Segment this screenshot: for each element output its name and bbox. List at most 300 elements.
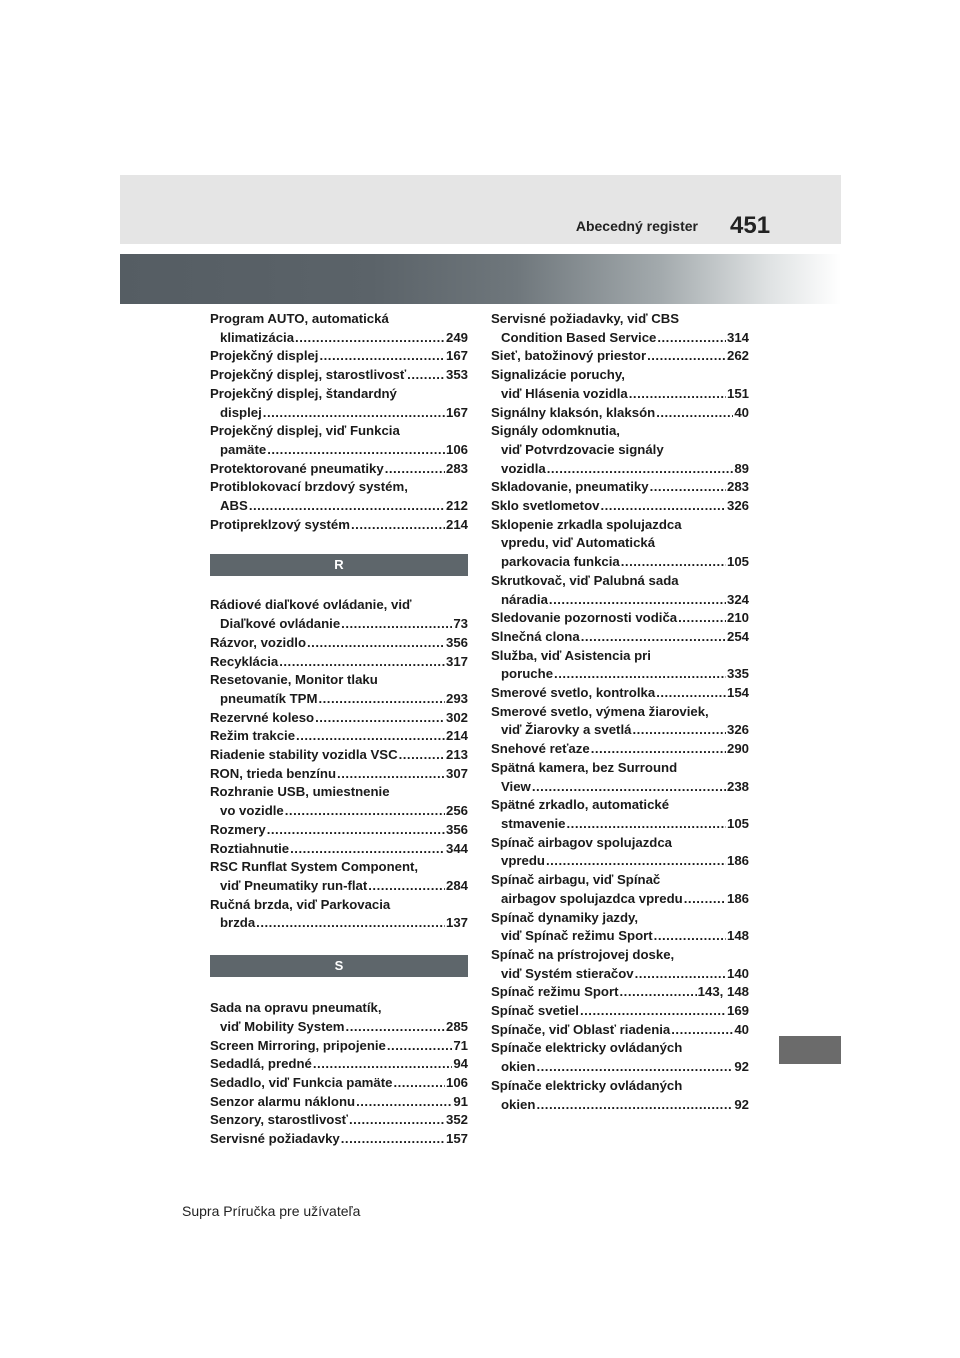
index-entry <box>210 1074 468 1093</box>
index-entry <box>491 871 749 908</box>
index-entry <box>491 347 749 366</box>
index-term: Projekčný displej, starostlivosť <box>210 367 407 383</box>
index-term: Program AUTO, automatická <box>210 311 389 326</box>
index-term: Skrutkovač, viď Palubná sada <box>491 572 679 588</box>
letter-heading-s: S <box>210 955 468 977</box>
dot-leader <box>263 404 445 423</box>
index-term: Sklo svetlometov <box>491 498 600 514</box>
index-entry-line <box>210 858 468 877</box>
index-entry <box>210 347 468 366</box>
index-term: airbagov spolujazdca vpredu <box>501 890 683 906</box>
index-page-ref: 40 <box>734 1021 749 1037</box>
index-entry <box>491 909 749 946</box>
index-term: Projekčný displej, štandardný <box>210 385 397 401</box>
dot-leader <box>295 329 445 348</box>
index-entry <box>491 628 749 647</box>
index-entry-line <box>210 821 468 840</box>
index-entry-line <box>210 404 468 423</box>
index-entry-line <box>210 1037 468 1056</box>
dot-leader <box>319 347 445 366</box>
index-page-ref: 335 <box>726 666 749 682</box>
index-page-ref: 91 <box>453 1093 468 1109</box>
index-entry-line <box>210 1055 468 1074</box>
index-entry <box>210 310 468 347</box>
index-entry-line <box>210 671 468 690</box>
index-term: Sieť, batožinový priestor <box>491 348 647 364</box>
index-entry <box>210 596 468 633</box>
index-term: Skladovanie, pneumatiky <box>491 479 649 495</box>
index-page-ref: 324 <box>726 591 749 607</box>
index-page-ref: 326 <box>726 722 749 738</box>
index-entry-line <box>491 834 749 853</box>
index-term: Spínač na prístrojovej doske, <box>491 946 675 962</box>
index-page-ref: 213 <box>445 747 468 763</box>
index-term: okien <box>501 1096 536 1112</box>
index-entry-line <box>491 665 749 684</box>
dot-leader <box>385 460 445 479</box>
index-entry-line <box>491 1077 749 1096</box>
dot-leader <box>393 1074 445 1093</box>
index-entry <box>210 1130 468 1149</box>
index-term: Rozmery <box>210 821 266 837</box>
dot-leader <box>337 765 445 784</box>
index-term: Služba, viď Asistencia pri <box>491 647 651 663</box>
dot-leader <box>600 497 726 516</box>
index-entry-line <box>491 385 749 404</box>
index-term: Sledovanie pozornosti vodiča <box>491 610 678 626</box>
index-entry-line <box>491 703 749 722</box>
index-entry <box>491 684 749 703</box>
index-entry <box>210 653 468 672</box>
index-term: viď Spínač režimu Sport <box>501 928 653 944</box>
index-page-ref: 151 <box>726 385 749 401</box>
index-page-ref: 302 <box>445 709 468 725</box>
index-entry <box>491 740 749 759</box>
index-page-ref: 148 <box>726 928 749 944</box>
dot-leader <box>532 778 726 797</box>
index-page-ref: 105 <box>726 554 749 570</box>
index-entry-line <box>210 877 468 896</box>
index-entry <box>491 497 749 516</box>
index-group-right <box>491 310 749 1114</box>
dot-leader <box>629 385 726 404</box>
index-term: Spätná kamera, bez Surround <box>491 759 678 775</box>
index-page-ref: 212 <box>445 498 468 514</box>
index-entry-line <box>210 478 468 497</box>
dot-leader <box>567 815 726 834</box>
index-entry-line <box>491 1002 749 1021</box>
index-page-ref: 157 <box>445 1131 468 1147</box>
index-page-ref: 71 <box>453 1037 468 1053</box>
index-term: pamäte <box>220 441 267 457</box>
index-term: Protiblokovací brzdový systém, <box>210 479 408 495</box>
index-term: Resetovanie, Monitor tlaku <box>210 672 378 688</box>
index-entry-line <box>210 347 468 366</box>
index-page-ref: 167 <box>445 404 468 420</box>
index-page-ref: 143, 148 <box>697 984 749 1000</box>
index-entry <box>210 478 468 515</box>
dot-leader <box>654 927 726 946</box>
dot-leader <box>650 478 726 497</box>
index-term: Sklopenie zrkadla spolujazdca <box>491 516 682 532</box>
index-column-right <box>491 310 749 1114</box>
dot-leader <box>536 1096 733 1115</box>
index-entry-line <box>210 441 468 460</box>
index-entry-line <box>210 709 468 728</box>
index-entry <box>210 1111 468 1130</box>
index-page-ref: 344 <box>445 840 468 856</box>
index-term: vpredu, viď Automatická <box>501 535 656 551</box>
index-page-ref: 326 <box>726 498 749 514</box>
index-entry-line <box>491 347 749 366</box>
index-page-ref: 154 <box>726 685 749 701</box>
index-entry <box>210 1037 468 1056</box>
index-term: Sedadlá, predné <box>210 1056 312 1072</box>
index-term: Signalizácie poruchy, <box>491 367 625 383</box>
index-page-ref: 214 <box>445 728 468 744</box>
index-entry-line <box>491 1021 749 1040</box>
index-term: RSC Runflat System Component, <box>210 859 419 875</box>
index-term: Sada na opravu pneumatík, <box>210 1000 382 1016</box>
index-page-ref: 214 <box>445 516 468 532</box>
index-term: Senzory, starostlivosť <box>210 1112 348 1128</box>
index-page-ref: 167 <box>445 348 468 364</box>
index-entry-line <box>491 1096 749 1115</box>
index-group-s <box>210 999 468 1149</box>
index-entry-line <box>210 840 468 859</box>
index-entry <box>210 896 468 933</box>
index-page-ref: 92 <box>734 1096 749 1112</box>
index-term: Smerové svetlo, výmena žiaroviek, <box>491 703 709 719</box>
index-entry-line <box>491 965 749 984</box>
index-entry-line <box>491 572 749 591</box>
index-term: klimatizácia <box>220 329 295 345</box>
index-entry-line <box>210 596 468 615</box>
index-term: Spínače elektricky ovládaných <box>491 1040 683 1056</box>
index-entry <box>491 1021 749 1040</box>
index-entry-line <box>491 553 749 572</box>
page-number: 451 <box>730 212 771 239</box>
index-entry-line <box>491 366 749 385</box>
dot-leader <box>591 740 726 759</box>
index-term: Servisné požiadavky, viď CBS <box>491 311 680 326</box>
index-term: Spínače, viď Oblasť riadenia <box>491 1021 671 1037</box>
index-page-ref: 89 <box>734 460 749 476</box>
dot-leader <box>536 1058 733 1077</box>
index-entry <box>210 366 468 385</box>
index-term: Spätné zrkadlo, automatické <box>491 797 670 813</box>
dot-leader <box>279 653 445 672</box>
index-entry-line <box>491 852 749 871</box>
index-entry <box>210 709 468 728</box>
index-term: viď Systém stieračov <box>501 965 634 981</box>
dot-leader <box>581 628 726 647</box>
index-page-ref: 210 <box>726 610 749 626</box>
index-entry <box>491 796 749 833</box>
dot-leader <box>657 329 726 348</box>
index-term: poruche <box>501 666 554 682</box>
index-page-ref: 137 <box>445 915 468 931</box>
index-entry <box>210 634 468 653</box>
index-entry-line <box>491 815 749 834</box>
index-entry-line <box>491 310 749 329</box>
index-term: vpredu <box>501 853 545 869</box>
index-page-ref: 290 <box>726 741 749 757</box>
index-entry <box>491 310 749 347</box>
footer-manual-title: Supra Príručka pre užívateľa <box>182 1203 361 1219</box>
index-term: Protektorované pneumatiky <box>210 460 384 476</box>
dot-leader <box>678 609 726 628</box>
dot-leader <box>249 497 445 516</box>
index-entry-line <box>491 740 749 759</box>
index-entry-line <box>210 1093 468 1112</box>
index-term: viď Pneumatiky run-flat <box>220 877 368 893</box>
dot-leader <box>351 516 445 535</box>
index-entry-line <box>491 441 749 460</box>
index-entry-line <box>210 422 468 441</box>
index-entry <box>491 404 749 423</box>
index-entry <box>491 422 749 478</box>
index-entry-line <box>491 591 749 610</box>
index-entry <box>491 478 749 497</box>
index-entry-line <box>491 983 749 1002</box>
dot-leader <box>318 690 445 709</box>
index-term: viď Potvrdzovacie signály <box>501 441 664 457</box>
index-entry <box>491 609 749 628</box>
index-term: brzda <box>220 915 256 931</box>
index-term: pneumatík TPM <box>220 690 318 706</box>
index-term: vozidla <box>501 460 546 476</box>
index-entry-line <box>491 796 749 815</box>
index-term: Recyklácia <box>210 653 279 669</box>
index-term: Ručná brzda, viď Parkovacia <box>210 896 391 912</box>
index-entry-line <box>210 1130 468 1149</box>
dot-leader <box>346 1018 445 1037</box>
index-entry-line <box>210 497 468 516</box>
index-entry <box>491 946 749 983</box>
index-entry-line <box>210 460 468 479</box>
index-page-ref: 353 <box>445 367 468 383</box>
index-entry-line <box>491 927 749 946</box>
index-page-ref: 293 <box>445 690 468 706</box>
dot-leader <box>399 746 445 765</box>
index-entry <box>491 572 749 609</box>
dot-leader <box>620 983 697 1002</box>
chapter-side-tab <box>779 1036 841 1064</box>
dot-leader <box>267 821 445 840</box>
index-entry-line <box>491 1039 749 1058</box>
index-entry <box>491 1077 749 1114</box>
dot-leader <box>407 366 445 385</box>
index-entry-line <box>210 746 468 765</box>
index-term: Spínač režimu Sport <box>491 984 619 1000</box>
index-page-ref: 40 <box>734 404 749 420</box>
index-term: Sedadlo, viď Funkcia pamäte <box>210 1074 393 1090</box>
index-entry <box>210 765 468 784</box>
index-page-ref: 314 <box>726 329 749 345</box>
index-page-ref: 284 <box>445 877 468 893</box>
index-entry-line <box>491 628 749 647</box>
index-entry <box>210 858 468 895</box>
index-entry-line <box>491 890 749 909</box>
index-entry <box>210 1055 468 1074</box>
index-entry <box>210 727 468 746</box>
dot-leader <box>290 840 445 859</box>
index-page-ref: 186 <box>726 890 749 906</box>
index-term: vo vozidle <box>220 803 284 819</box>
letter-heading-r: R <box>210 554 468 576</box>
index-group-p <box>210 310 468 534</box>
index-entry-line <box>210 310 468 329</box>
index-group-r <box>210 596 468 933</box>
index-entry-line <box>491 946 749 965</box>
index-page-ref: 106 <box>445 441 468 457</box>
dot-leader <box>256 914 445 933</box>
index-column-left <box>210 310 468 1149</box>
index-term: Rádiové diaľkové ovládanie, viď <box>210 597 412 613</box>
index-term: RON, trieda benzínu <box>210 765 337 781</box>
index-term: parkovacia funkcia <box>501 554 620 570</box>
index-term: Protipreklzový systém <box>210 516 350 532</box>
index-term: Servisné požiadavky <box>210 1131 340 1147</box>
index-entry-line <box>210 653 468 672</box>
index-entry <box>491 647 749 684</box>
index-entry-line <box>491 871 749 890</box>
index-entry <box>491 366 749 403</box>
index-entry-line <box>491 721 749 740</box>
dot-leader <box>356 1093 452 1112</box>
index-entry-line <box>491 647 749 666</box>
index-entry-line <box>210 1018 468 1037</box>
dot-leader <box>656 404 733 423</box>
index-term: Diaľkové ovládanie <box>220 616 341 632</box>
index-entry-line <box>210 615 468 634</box>
index-page-ref: 73 <box>453 616 468 632</box>
dot-leader <box>547 460 734 479</box>
index-entry <box>210 999 468 1036</box>
index-page-ref: 249 <box>445 329 468 345</box>
index-term: viď Hlásenia vozidla <box>501 385 628 401</box>
index-term: Spínač dynamiky jazdy, <box>491 909 639 925</box>
index-term: Condition Based Service <box>501 329 657 345</box>
index-entry-line <box>210 516 468 535</box>
index-page-ref: 105 <box>726 815 749 831</box>
dot-leader <box>267 441 445 460</box>
index-entry-line <box>210 329 468 348</box>
dot-leader <box>349 1111 445 1130</box>
dot-leader <box>671 1021 733 1040</box>
index-entry <box>210 746 468 765</box>
dot-leader <box>554 665 726 684</box>
index-entry <box>210 422 468 459</box>
index-term: Smerové svetlo, kontrolka <box>491 685 656 701</box>
index-entry-line <box>210 385 468 404</box>
dot-leader <box>549 591 726 610</box>
index-term: Spínač airbagov spolujazdca <box>491 834 673 850</box>
index-term: Snehové reťaze <box>491 741 590 757</box>
index-page-ref: 238 <box>726 778 749 794</box>
index-term: Riadenie stability vozidla VSC <box>210 747 398 763</box>
dot-leader <box>621 553 726 572</box>
dot-leader <box>285 802 445 821</box>
index-page-ref: 262 <box>726 348 749 364</box>
dot-leader <box>647 347 726 366</box>
dot-leader <box>307 634 445 653</box>
index-entry-line <box>210 690 468 709</box>
index-entry <box>210 460 468 479</box>
index-term: stmavenie <box>501 815 566 831</box>
index-term: Slnečná clona <box>491 628 580 644</box>
index-entry <box>491 1002 749 1021</box>
index-term: Signály odomknutia, <box>491 423 620 439</box>
index-entry <box>210 821 468 840</box>
index-term: Spínač svetiel <box>491 1003 579 1019</box>
dot-leader <box>341 615 452 634</box>
index-page-ref: 283 <box>726 479 749 495</box>
dot-leader <box>315 709 445 728</box>
index-entry-line <box>491 404 749 423</box>
index-entry-line <box>491 909 749 928</box>
index-term: okien <box>501 1059 536 1075</box>
index-entry <box>210 1093 468 1112</box>
index-entry <box>491 983 749 1002</box>
index-entry-line <box>210 1111 468 1130</box>
index-term: náradia <box>501 591 548 607</box>
index-entry-line <box>210 802 468 821</box>
index-term: Spínače elektricky ovládaných <box>491 1077 683 1093</box>
dot-leader <box>313 1055 452 1074</box>
dot-leader <box>684 890 726 909</box>
index-term: Rezervné koleso <box>210 709 315 725</box>
index-page-ref: 356 <box>445 821 468 837</box>
index-entry-line <box>491 684 749 703</box>
index-page-ref: 106 <box>445 1074 468 1090</box>
index-term: Signálny klaksón, klaksón <box>491 404 656 420</box>
index-page-ref: 254 <box>726 628 749 644</box>
index-term: Projekčný displej, viď Funkcia <box>210 423 400 439</box>
index-term: Rozhranie USB, umiestnenie <box>210 784 390 800</box>
index-entry <box>210 671 468 708</box>
index-entry-line <box>491 329 749 348</box>
dot-leader <box>341 1130 445 1149</box>
index-entry <box>210 385 468 422</box>
index-entry <box>210 840 468 859</box>
index-term: viď Žiarovky a svetlá <box>501 722 632 738</box>
section-title: Abecedný register <box>575 218 698 234</box>
index-term: displej <box>220 404 262 420</box>
index-entry-line <box>491 778 749 797</box>
index-term: Spínač airbagu, viď Spínač <box>491 872 661 888</box>
dot-leader <box>632 721 726 740</box>
index-entry-line <box>210 634 468 653</box>
dot-leader <box>368 877 445 896</box>
index-entry-line <box>210 727 468 746</box>
index-entry-line <box>210 1074 468 1093</box>
dot-leader <box>387 1037 452 1056</box>
index-term: Senzor alarmu náklonu <box>210 1093 356 1109</box>
index-page-ref: 94 <box>453 1056 468 1072</box>
index-entry-line <box>210 765 468 784</box>
index-entry-line <box>491 1058 749 1077</box>
header-gradient-bar <box>120 254 841 304</box>
index-entry-line <box>210 783 468 802</box>
index-page-ref: 186 <box>726 853 749 869</box>
dot-leader <box>296 727 445 746</box>
index-entry <box>491 516 749 572</box>
index-entry-line <box>491 497 749 516</box>
index-entry <box>210 516 468 535</box>
index-page-ref: 92 <box>734 1059 749 1075</box>
